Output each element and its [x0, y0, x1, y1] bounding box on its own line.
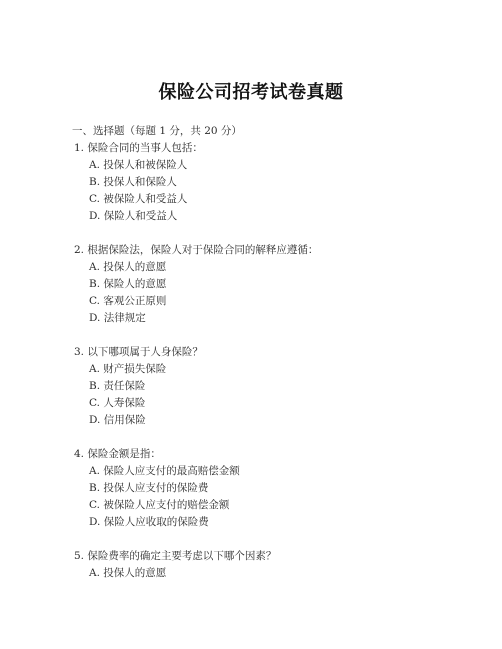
question-2-option-c: C. 客观公正原则 — [89, 295, 167, 307]
question-4-text: 4. 保险金额是指： — [74, 448, 161, 460]
question-2-option-b: B. 保险人的意愿 — [89, 278, 167, 290]
question-5-option-a: A. 投保人的意愿 — [89, 567, 167, 579]
question-2-option-a: A. 投保人的意愿 — [89, 261, 167, 273]
section-heading: 一、选择题（每题 1 分，共 20 分） — [72, 125, 242, 137]
question-5-text: 5. 保险费率的确定主要考虑以下哪个因素？ — [74, 550, 277, 562]
question-3-option-d: D. 信用保险 — [89, 414, 146, 426]
question-1-text: 1. 保险合同的当事人包括： — [74, 142, 203, 154]
question-1-option-c: C. 被保险人和受益人 — [89, 193, 188, 205]
question-3-option-b: B. 责任保险 — [89, 380, 146, 392]
question-3-option-c: C. 人寿保险 — [89, 397, 146, 409]
question-1-option-d: D. 保险人和受益人 — [89, 210, 178, 222]
document-title: 保险公司招考试卷真题 — [158, 82, 344, 103]
question-2-option-d: D. 法律规定 — [89, 312, 146, 324]
question-3-text: 3. 以下哪项属于人身保险？ — [74, 346, 203, 358]
question-4-option-c: C. 被保险人应支付的赔偿金额 — [89, 499, 230, 511]
question-1-option-a: A. 投保人和被保险人 — [89, 159, 188, 171]
question-4-option-d: D. 保险人应收取的保险费 — [89, 516, 209, 528]
question-2-text: 2. 根据保险法，保险人对于保险合同的解释应遵循： — [74, 244, 319, 256]
question-1-option-b: B. 投保人和保险人 — [89, 176, 177, 188]
question-4-option-b: B. 投保人应支付的保险费 — [89, 482, 209, 494]
question-3-option-a: A. 财产损失保险 — [89, 363, 167, 375]
question-4-option-a: A. 保险人应支付的最高赔偿金额 — [89, 465, 240, 477]
